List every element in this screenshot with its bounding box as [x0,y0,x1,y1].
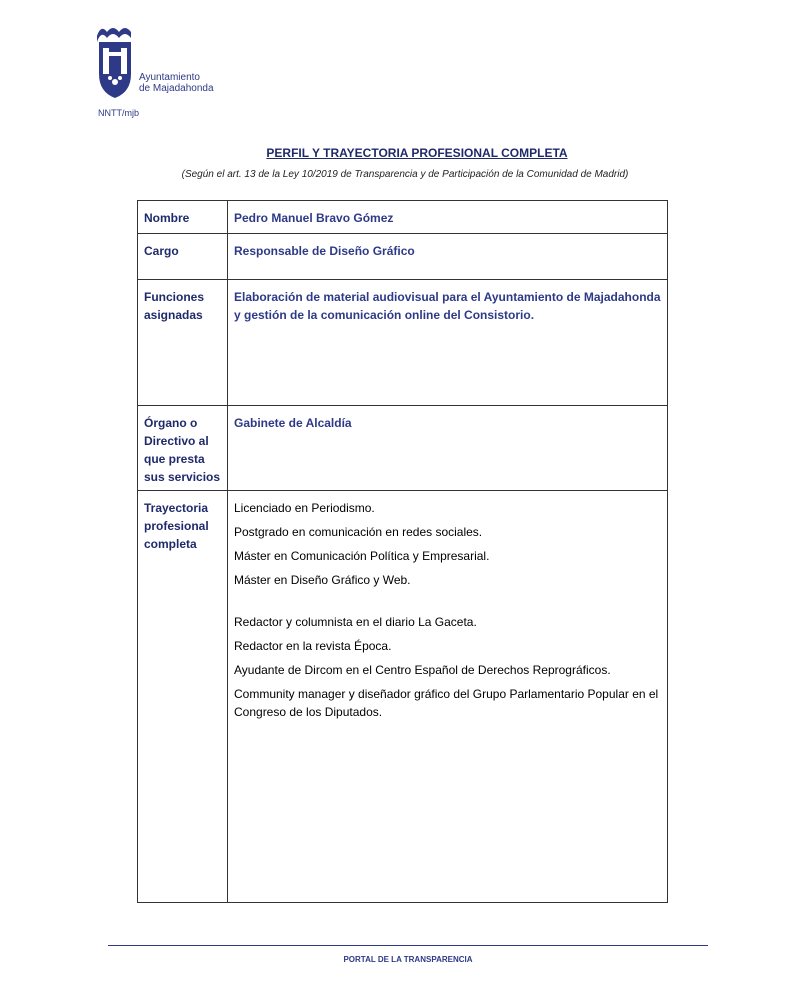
list-item: Redactor y columnista en el diario La Gaceta. [234,615,477,629]
value-cargo: Responsable de Diseño Gráfico [228,234,668,280]
label-cargo: Cargo [138,234,228,280]
logo-line-1: Ayuntamiento [139,72,200,83]
profile-table [137,200,668,903]
document-reference: NNTT/mjb [98,108,139,118]
footer-title: PORTAL DE LA TRANSPARENCIA [343,955,473,964]
label-funciones: Funciones asignadas [138,280,228,406]
label-nombre: Nombre [138,201,228,234]
logo-text [139,72,214,94]
footer-divider [108,945,708,946]
label-trayectoria: Trayectoria profesional completa [138,491,228,903]
spacer [234,595,661,613]
list-item: Máster en Comunicación Política y Empresarial. [234,549,490,563]
value-organo: Gabinete de Alcaldía [228,406,668,491]
value-funciones: Elaboración de material audiovisual para el Ayuntamiento de Majadahonda y gestión de la comunicación online del Consistorio. [228,280,668,406]
row-organo [138,406,668,491]
coat-of-arms-icon [95,22,135,100]
page-title: PERFIL Y TRAYECTORIA PROFESIONAL COMPLETA [266,146,568,160]
municipal-logo [95,22,225,102]
logo-line-2: de Majadahonda [139,83,214,94]
label-organo: Órgano o Directivo al que presta sus servicios [138,406,228,491]
row-cargo [138,234,668,280]
page-subtitle: (Según el art. 13 de la Ley 10/2019 de Transparencia y de Participación de la Comunidad de Madrid) [181,169,629,180]
list-item: Redactor en la revista Época. [234,639,392,653]
list-item: Ayudante de Dircom en el Centro Español de Derechos Reprográficos. [234,663,611,677]
list-item: Postgrado en comunicación en redes sociales. [234,525,483,539]
row-nombre [138,201,668,234]
row-funciones [138,280,668,406]
list-item: Licenciado en Periodismo. [234,501,375,515]
value-nombre: Pedro Manuel Bravo Gómez [228,201,668,234]
list-item: Community manager y diseñador gráfico del Grupo Parlamentario Popular en el Congreso de los Diputados. [234,687,659,719]
list-item: Máster en Diseño Gráfico y Web. [234,573,411,587]
value-trayectoria [228,491,668,903]
row-trayectoria [138,491,668,903]
